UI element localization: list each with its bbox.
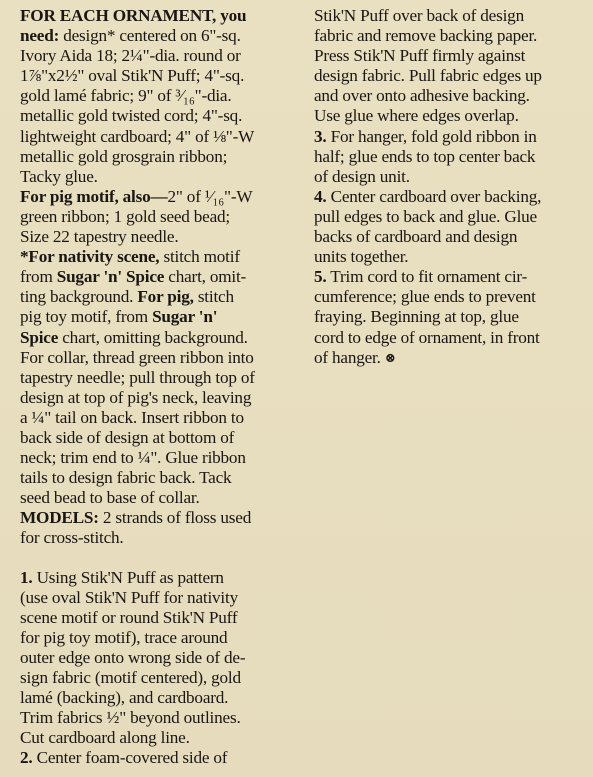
- text-segment: For pig motif, also—: [20, 186, 168, 206]
- text-line: [20, 106, 305, 126]
- text-line: [20, 26, 305, 46]
- text-segment: need:: [20, 26, 60, 46]
- text-segment: back side of design at bottom of: [20, 427, 235, 447]
- text-segment: Ivory Aida 18; 2¼"-dia. round or: [20, 46, 241, 66]
- text-line: [20, 508, 305, 528]
- text-segment: Cut cardboard along line.: [20, 728, 190, 748]
- text-segment: Tacky glue.: [20, 166, 98, 186]
- text-segment: seed bead to base of collar.: [20, 488, 200, 508]
- text-segment: Sugar 'n' Spice: [56, 267, 165, 287]
- text-line: [314, 227, 589, 247]
- text-line: [314, 46, 589, 66]
- text-line: [20, 328, 305, 348]
- text-segment: backs of cardboard and design: [314, 227, 518, 247]
- text-segment: 2" of ¹⁄₁₆"-W: [167, 186, 253, 206]
- text-segment: 5.: [314, 267, 327, 287]
- text-segment: units together.: [314, 247, 409, 267]
- text-line: [314, 86, 589, 106]
- text-segment: Size 22 tapestry needle.: [20, 227, 179, 247]
- text-line: [20, 568, 305, 588]
- text-line: [20, 86, 305, 106]
- text-line: [20, 648, 305, 668]
- text-line: [20, 488, 305, 508]
- right-column: [314, 6, 589, 368]
- text-line: [314, 167, 589, 187]
- text-line: [20, 167, 305, 187]
- text-segment: pull edges to back and glue. Glue: [314, 206, 537, 226]
- text-segment: Stik'N Puff over back of design: [314, 6, 524, 25]
- text-segment: For collar, thread green ribbon into: [20, 347, 254, 367]
- text-segment: Spice: [20, 327, 59, 347]
- text-segment: cumference; glue ends to prevent: [314, 287, 536, 307]
- text-segment: a ¼" tail on back. Insert ribbon to: [20, 407, 244, 427]
- text-segment: Press Stik'N Puff firmly against: [314, 46, 526, 66]
- text-line: [314, 267, 589, 287]
- text-line: [314, 127, 589, 147]
- text-line: [20, 348, 305, 368]
- text-line: [314, 6, 589, 26]
- text-segment: chart, omit-: [164, 267, 247, 287]
- text-segment: design* centered on 6"-sq.: [59, 26, 241, 46]
- text-line: [20, 227, 305, 247]
- text-segment: 1.: [20, 567, 33, 587]
- text-segment: *For nativity scene,: [20, 247, 160, 267]
- text-line: [20, 66, 305, 86]
- text-line: [20, 448, 305, 468]
- text-segment: 1⅞"x2½" oval Stik'N Puff; 4"-sq.: [20, 66, 245, 86]
- text-segment: For hanger, fold gold ribbon in: [326, 126, 537, 146]
- text-line: [314, 328, 589, 348]
- text-segment: lightweight cardboard; 4" of ⅛"-W: [20, 126, 255, 146]
- text-line: [20, 728, 305, 748]
- text-line: [20, 46, 305, 66]
- text-segment: lamé (backing), and cardboard.: [20, 688, 229, 708]
- text-line: [20, 147, 305, 167]
- text-segment: MODELS:: [20, 508, 99, 528]
- text-line: [314, 348, 589, 368]
- text-segment: metallic gold twisted cord; 4"-sq.: [20, 106, 243, 126]
- text-line: [20, 628, 305, 648]
- text-line: [20, 608, 305, 628]
- text-segment: fabric and remove backing paper.: [314, 26, 538, 46]
- text-segment: design at top of pig's neck, leaving: [20, 387, 252, 407]
- text-line: [20, 688, 305, 708]
- text-line: [314, 247, 589, 267]
- text-line: [20, 187, 305, 207]
- text-line: [314, 26, 589, 46]
- text-segment: 3.: [314, 126, 327, 146]
- text-segment: Center cardboard over backing,: [326, 186, 542, 206]
- text-segment: Trim cord to fit ornament cir-: [326, 267, 528, 287]
- text-segment: FOR EACH ORNAMENT, you: [20, 6, 247, 25]
- text-segment: scene motif or round Stik'N Puff: [20, 607, 238, 627]
- paragraph-gap: [20, 549, 305, 568]
- text-segment: cord to edge of ornament, in front: [314, 327, 540, 347]
- text-segment: chart, omitting background.: [58, 327, 248, 347]
- text-segment: For pig,: [137, 287, 194, 307]
- text-segment: of design unit.: [314, 166, 410, 186]
- text-line: [314, 307, 589, 327]
- text-line: [20, 307, 305, 327]
- text-segment: tails to design fabric back. Tack: [20, 468, 232, 488]
- text-segment: 2 strands of floss used: [98, 508, 252, 528]
- text-segment: sign fabric (motif centered), gold: [20, 668, 241, 687]
- text-segment: Sugar 'n': [152, 307, 218, 327]
- text-segment: neck; trim end to ¼". Glue ribbon: [20, 448, 246, 468]
- text-segment: from: [20, 267, 57, 287]
- text-line: [20, 6, 305, 26]
- text-segment: (use oval Stik'N Puff for nativity: [20, 587, 238, 607]
- end-mark-icon: ⊗: [384, 349, 396, 365]
- text-line: [20, 468, 305, 488]
- text-segment: Center foam-covered side of: [32, 748, 228, 768]
- text-line: [20, 428, 305, 448]
- text-segment: pig toy motif, from: [20, 307, 153, 327]
- text-segment: for pig toy motif), trace around: [20, 627, 228, 647]
- text-segment: and over onto adhesive backing.: [314, 86, 530, 106]
- text-line: [20, 247, 305, 267]
- text-segment: stitch motif: [159, 247, 240, 267]
- text-segment: fraying. Beginning at top, glue: [314, 307, 519, 327]
- text-segment: 4.: [314, 186, 327, 206]
- text-segment: outer edge onto wrong side of de-: [20, 647, 246, 667]
- text-segment: ting background.: [20, 287, 138, 307]
- text-segment: for cross-stitch.: [20, 528, 124, 548]
- text-segment: 2.: [20, 748, 33, 768]
- text-line: [314, 207, 589, 227]
- text-line: [20, 708, 305, 728]
- text-segment: tapestry needle; pull through top of: [20, 367, 255, 387]
- text-segment: Use glue where edges overlap.: [314, 106, 519, 126]
- text-line: [20, 528, 305, 548]
- text-line: [314, 106, 589, 126]
- text-line: [20, 388, 305, 408]
- text-segment: half; glue ends to top center back: [314, 146, 536, 166]
- text-line: [314, 147, 589, 167]
- text-segment: metallic gold grosgrain ribbon;: [20, 146, 228, 166]
- text-line: [20, 267, 305, 287]
- text-line: [20, 588, 305, 608]
- text-segment: green ribbon; 1 gold seed bead;: [20, 206, 231, 226]
- text-line: [314, 66, 589, 86]
- text-line: [20, 368, 305, 388]
- text-line: [20, 668, 305, 688]
- text-line: [314, 187, 589, 207]
- left-column: [20, 6, 305, 768]
- text-segment: gold lamé fabric; 9" of ³⁄₁₆"-dia.: [20, 86, 232, 106]
- text-segment: Using Stik'N Puff as pattern: [32, 567, 224, 587]
- text-line: [20, 408, 305, 428]
- text-segment: of hanger.: [314, 347, 385, 367]
- text-line: [314, 287, 589, 307]
- text-line: [20, 287, 305, 307]
- text-segment: Trim fabrics ½" beyond outlines.: [20, 708, 241, 728]
- text-segment: stitch: [193, 287, 234, 307]
- text-line: [20, 127, 305, 147]
- text-line: [20, 748, 305, 768]
- text-segment: design fabric. Pull fabric edges up: [314, 66, 542, 86]
- text-line: [20, 207, 305, 227]
